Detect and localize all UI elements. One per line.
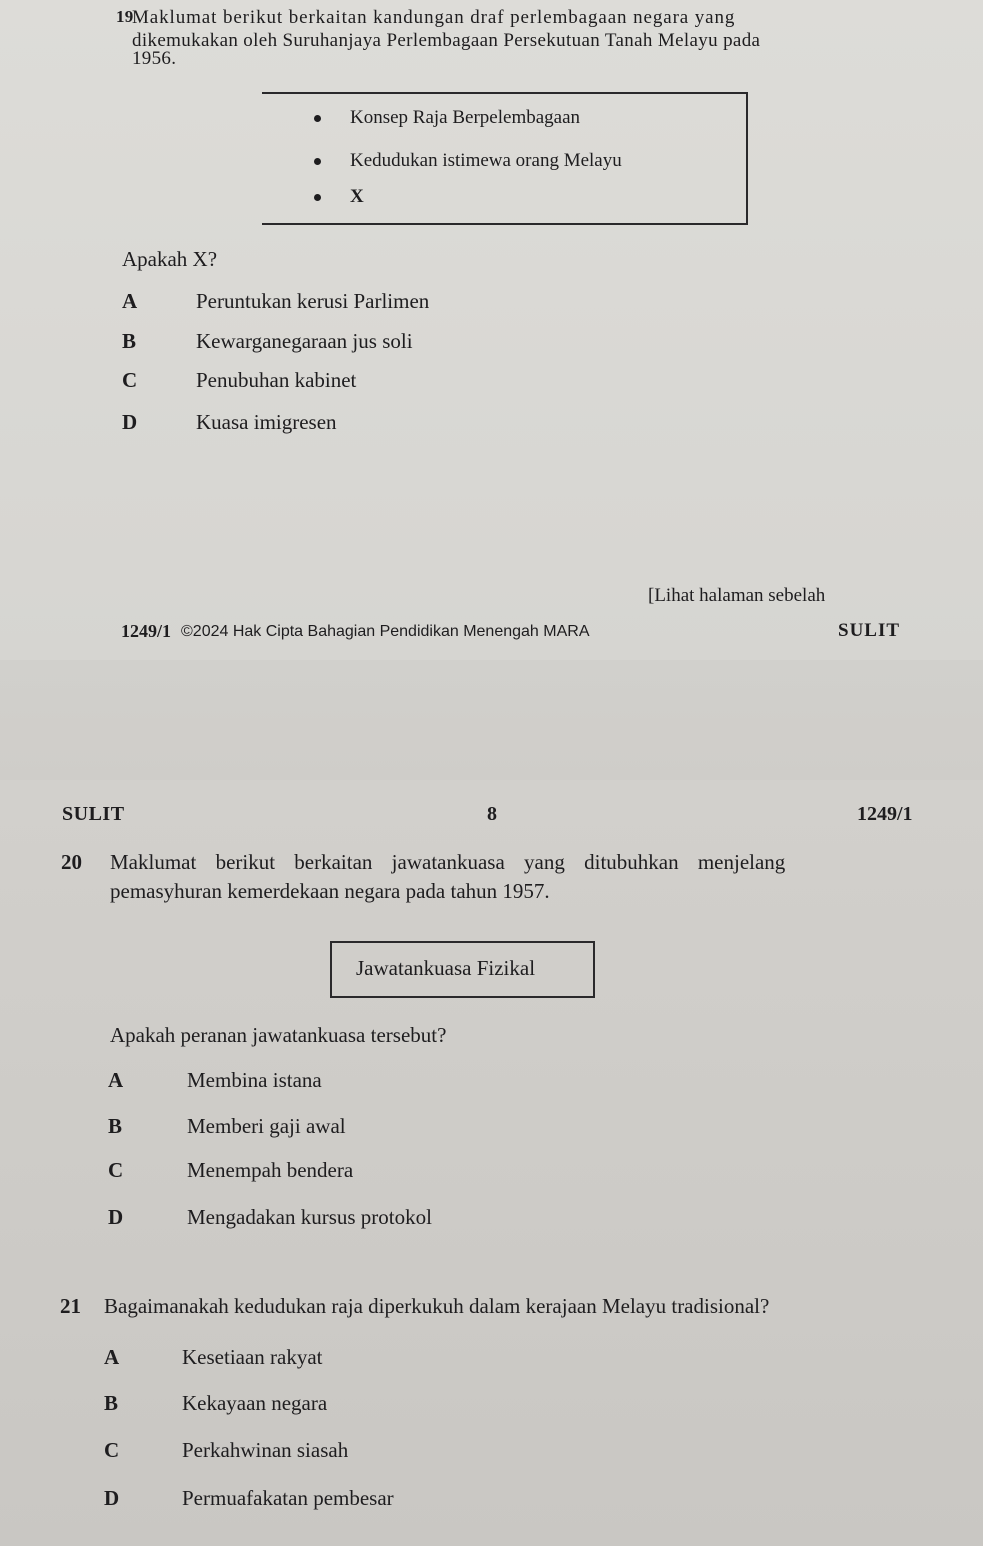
q20-stem-line2: pemasyhuran kemerdekaan negara pada tahun 1957. [110, 879, 550, 903]
option-letter: D [108, 1205, 124, 1229]
q19-option-b[interactable] [122, 329, 413, 354]
footer-code: 1249/1 [121, 621, 172, 641]
q19-option-a[interactable] [122, 289, 430, 314]
q19-number: 19 [116, 7, 134, 26]
option-text: Kesetiaan rakyat [182, 1345, 323, 1369]
option-letter: B [122, 329, 137, 353]
option-letter: C [122, 368, 138, 392]
option-text: Mengadakan kursus protokol [187, 1205, 432, 1229]
option-letter: C [108, 1158, 124, 1182]
q20-number: 20 [61, 850, 82, 874]
option-text: Kekayaan negara [182, 1391, 328, 1415]
option-text: Kuasa imigresen [196, 410, 337, 434]
q19-stem-line1: Maklumat berikut berkaitan kandungan draf perlembagaan negara yang [132, 7, 736, 28]
q19-stem-line3: 1956. [132, 48, 177, 69]
option-letter: A [108, 1068, 124, 1092]
q21-option-c[interactable] [104, 1438, 349, 1463]
q20-info-box [330, 941, 595, 998]
option-text: Penubuhan kabinet [196, 368, 357, 392]
option-text: Permuafakatan pembesar [182, 1486, 394, 1510]
q21-option-a[interactable] [104, 1345, 323, 1370]
page-gap [0, 660, 983, 780]
q21-option-b[interactable] [104, 1391, 328, 1416]
option-letter: C [104, 1438, 120, 1462]
q20-question: Apakah peranan jawatankuasa tersebut? [110, 1023, 447, 1047]
option-text: Menempah bendera [187, 1158, 354, 1182]
q19-option-d[interactable] [122, 410, 337, 435]
q20-option-c[interactable] [108, 1158, 354, 1183]
header-code: 1249/1 [857, 803, 913, 825]
bullet-icon [314, 158, 321, 165]
option-text: Memberi gaji awal [187, 1114, 346, 1138]
bullet-icon [314, 194, 321, 201]
q21-option-d[interactable] [104, 1486, 394, 1511]
option-text: Peruntukan kerusi Parlimen [196, 289, 430, 313]
bullet-icon [314, 115, 321, 122]
q19-info-box: Konsep Raja Berpelembagaan Kedudukan istimewa orang Melayu X [262, 92, 748, 225]
header-sulit: SULIT [62, 803, 125, 825]
footer-copyright: ©2024 Hak Cipta Bahagian Pendidikan Menengah MARA [181, 623, 590, 640]
option-letter: B [108, 1114, 123, 1138]
q19-question: Apakah X? [122, 247, 218, 271]
footer-sulit: SULIT [838, 620, 901, 641]
q20-box-text: Jawatankuasa Fizikal [356, 956, 536, 980]
header-page-number: 8 [487, 803, 497, 825]
turn-page-note: [Lihat halaman sebelah [648, 585, 826, 606]
option-text: Membina istana [187, 1068, 322, 1092]
option-letter: D [104, 1486, 120, 1510]
option-text: Perkahwinan siasah [182, 1438, 349, 1462]
q20-option-b[interactable] [108, 1114, 346, 1139]
q20-stem-line1: Maklumat berikut berkaitan jawatankuasa yang ditubuhkan menjelang [110, 850, 786, 874]
q20-option-d[interactable] [108, 1205, 432, 1230]
option-letter: A [122, 289, 138, 313]
option-text: Kewarganegaraan jus soli [196, 329, 413, 353]
q19-stem-line2: dikemukakan oleh Suruhanjaya Perlembagaan Persekutuan Tanah Melayu pada [132, 30, 761, 51]
option-letter: A [104, 1345, 120, 1369]
option-letter: B [104, 1391, 119, 1415]
q21-number: 21 [60, 1294, 81, 1318]
q21-question: Bagaimanakah kedudukan raja diperkukuh dalam kerajaan Melayu tradisional? [104, 1294, 770, 1318]
q19-option-c[interactable] [122, 368, 357, 393]
option-letter: D [122, 410, 138, 434]
q20-option-a[interactable] [108, 1068, 322, 1093]
